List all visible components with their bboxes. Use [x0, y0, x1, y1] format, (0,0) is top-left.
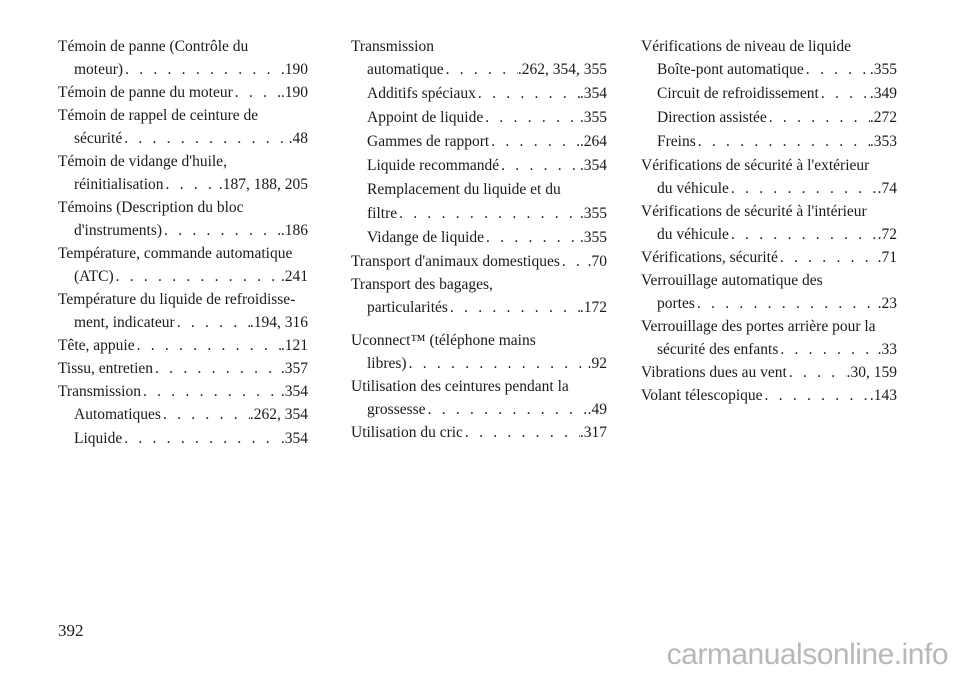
dot-leader [819, 82, 870, 106]
dot-leader [696, 130, 870, 154]
index-term: Température, commande automatique [58, 245, 293, 262]
index-subentry [641, 130, 897, 154]
index-entry [641, 177, 897, 200]
dot-leader [122, 127, 288, 150]
index-term: du véhicule [657, 226, 729, 243]
index-entry [58, 81, 308, 104]
index-term: Transmission [58, 383, 141, 400]
index-entry [351, 421, 607, 444]
page-reference: .354 [579, 157, 607, 174]
dot-leader [164, 173, 219, 196]
index-term: Vérifications de sécurité à l'intérieur [641, 203, 867, 220]
index-entry [351, 352, 607, 375]
index-term: Circuit de refroidissement [657, 85, 819, 102]
page-reference: .354 [280, 383, 308, 400]
dot-leader [444, 58, 518, 82]
index-term: Transport des bagages, [351, 276, 493, 293]
index-entry [58, 196, 308, 219]
page-reference: .71 [877, 249, 897, 266]
index-term: réinitialisation [74, 176, 164, 193]
index-subentry [351, 106, 607, 130]
index-term: Utilisation des ceintures pendant la [351, 378, 569, 395]
index-entry [641, 384, 897, 407]
index-entry [641, 338, 897, 361]
index-entry [351, 273, 607, 296]
index-term: portes [657, 295, 695, 312]
index-term: d'instruments) [74, 222, 163, 239]
index-term: Vérifications, sécurité [641, 249, 778, 266]
index-term: Liquide recommandé [367, 157, 500, 174]
index-subentry [351, 178, 607, 202]
index-term: grossesse [367, 401, 426, 418]
index-column-2 [351, 35, 607, 444]
index-term: sécurité des enfants [657, 341, 779, 358]
index-entry [58, 357, 308, 380]
index-term: Vibrations dues au vent [641, 364, 787, 381]
dot-leader [763, 384, 870, 407]
index-term: Additifs spéciaux [367, 85, 476, 102]
page-reference: .355 [869, 61, 897, 78]
page-reference: .194, 316 [249, 314, 308, 331]
index-entry [351, 375, 607, 398]
index-term: Volant télescopique [641, 387, 763, 404]
index-term: Uconnect™ (téléphone mains [351, 332, 536, 349]
index-entry [641, 361, 897, 384]
index-entry [641, 154, 897, 177]
page-reference: .92 [587, 355, 607, 372]
index-entry [58, 380, 308, 403]
index-term: Freins [657, 133, 696, 150]
dot-leader [426, 398, 588, 421]
index-term: Témoin de vidange d'huile, [58, 153, 227, 170]
page-reference: .354 [579, 85, 607, 102]
page-reference: .74 [877, 180, 897, 197]
index-subentry [58, 403, 308, 427]
index-entry [641, 246, 897, 269]
page-reference: .272 [869, 109, 897, 126]
index-term: Direction assistée [657, 109, 767, 126]
index-subentry [641, 106, 897, 130]
index-term: Utilisation du cric [351, 424, 463, 441]
page-reference: .72 [877, 226, 897, 243]
index-term: Verrouillage automatique des [641, 272, 823, 289]
index-term: Verrouillage des portes arrière pour la [641, 318, 876, 335]
dot-leader [122, 427, 281, 451]
page-reference: .264 [579, 133, 607, 150]
dot-leader [161, 403, 250, 427]
index-term: Témoins (Description du bloc [58, 199, 244, 216]
page-reference: .187, 188, 205 [218, 176, 308, 193]
index-entry [641, 315, 897, 338]
index-term: Témoin de rappel de ceinture de [58, 107, 259, 124]
index-entry [58, 150, 308, 173]
page-reference: .190 [280, 61, 308, 78]
index-term: Température du liquide de refroidisse- [58, 291, 296, 308]
dot-leader [175, 311, 250, 334]
index-term: libres) [367, 355, 407, 372]
index-subentry [351, 130, 607, 154]
index-term: moteur) [74, 61, 124, 78]
page-reference: .355 [579, 205, 607, 222]
index-entry [351, 329, 607, 352]
dot-leader [153, 357, 281, 380]
dot-leader [787, 361, 847, 384]
index-subentry [351, 154, 607, 178]
dot-leader [489, 130, 580, 154]
index-subentry [58, 427, 308, 451]
index-term: automatique [367, 61, 444, 78]
index-entry [641, 223, 897, 246]
index-term: particularités [367, 299, 448, 316]
index-entry [351, 35, 607, 58]
page-reference: .70 [587, 253, 607, 270]
index-term: Automatiques [74, 406, 161, 423]
dot-leader [162, 219, 281, 242]
page-reference: .143 [869, 387, 897, 404]
dot-leader [397, 202, 580, 226]
page-reference: .349 [869, 85, 897, 102]
page-reference: .172 [579, 299, 607, 316]
dot-leader [123, 58, 281, 81]
index-term: Vidange de liquide [367, 229, 485, 246]
index-entry [58, 127, 308, 150]
page-reference: .33 [877, 341, 897, 358]
index-column-1 [58, 35, 308, 451]
dot-leader [476, 82, 580, 106]
index-term: Transmission [351, 38, 434, 55]
dot-leader [778, 338, 877, 361]
index-term: Vérifications de sécurité à l'extérieur [641, 157, 870, 174]
page-reference: .121 [280, 337, 308, 354]
index-entry [641, 35, 897, 58]
index-entry [58, 334, 308, 357]
index-subentry [351, 58, 607, 82]
page-reference: .190 [280, 84, 308, 101]
index-subentry [641, 58, 897, 82]
dot-leader [141, 380, 281, 403]
dot-leader [484, 226, 580, 250]
index-entry [58, 265, 308, 288]
index-term: ment, indicateur [74, 314, 175, 331]
index-term: Remplacement du liquide et du [367, 181, 561, 198]
index-entry [58, 35, 308, 58]
dot-leader [463, 421, 580, 444]
dot-leader [560, 250, 588, 273]
index-subentry [641, 82, 897, 106]
index-entry [58, 58, 308, 81]
page-reference: .23 [877, 295, 897, 312]
page-reference: .354 [280, 430, 308, 447]
page-reference: .241 [280, 268, 308, 285]
watermark-logo: carmanualsonline.info [666, 638, 948, 671]
page-reference: .262, 354, 355 [517, 61, 607, 78]
dot-leader [407, 352, 588, 375]
page-reference: .353 [869, 133, 897, 150]
dot-leader [135, 334, 281, 357]
page-reference: .49 [587, 401, 607, 418]
index-term: Témoin de panne du moteur [58, 84, 233, 101]
index-subentry [351, 82, 607, 106]
index-term: sécurité [74, 130, 123, 147]
dot-leader [448, 296, 580, 319]
index-entry [641, 292, 897, 315]
dot-leader [729, 223, 878, 246]
index-term: du véhicule [657, 180, 729, 197]
page-reference: .186 [280, 222, 308, 239]
index-term: Liquide [74, 430, 123, 447]
index-spacer [351, 319, 607, 329]
dot-leader [233, 81, 281, 104]
index-term: Vérifications de niveau de liquide [641, 38, 852, 55]
index-term: (ATC) [74, 268, 114, 285]
index-term: Appoint de liquide [367, 109, 484, 126]
index-entry [58, 173, 308, 196]
index-entry [58, 219, 308, 242]
page-number: 392 [58, 621, 84, 640]
dot-leader [114, 265, 281, 288]
page-reference: .262, 354 [249, 406, 308, 423]
index-subentry [351, 202, 607, 226]
dot-leader [729, 177, 878, 200]
index-entry [58, 104, 308, 127]
index-term: Tissu, entretien [58, 360, 154, 377]
index-term: Transport d'animaux domestiques [351, 253, 560, 270]
page-reference: .355 [579, 109, 607, 126]
page-reference: .48 [288, 130, 308, 147]
index-entry [58, 311, 308, 334]
index-entry [351, 250, 607, 273]
dot-leader [499, 154, 580, 178]
index-term: Boîte-pont automatique [657, 61, 804, 78]
page-reference: .30, 159 [846, 364, 897, 381]
index-entry [351, 398, 607, 421]
page-reference: .317 [579, 424, 607, 441]
page-reference: .357 [280, 360, 308, 377]
index-subentry [351, 226, 607, 250]
index-entry [641, 269, 897, 292]
dot-leader [778, 246, 878, 269]
page-reference: .355 [579, 229, 607, 246]
dot-leader [483, 106, 580, 130]
index-term: Tête, appuie [58, 337, 135, 354]
index-column-3 [641, 35, 897, 407]
dot-leader [767, 106, 870, 130]
index-entry [58, 288, 308, 311]
dot-leader [804, 58, 870, 82]
index-entry [351, 296, 607, 319]
index-term: Témoin de panne (Contrôle du [58, 38, 249, 55]
index-term: Gammes de rapport [367, 133, 490, 150]
index-entry [641, 200, 897, 223]
dot-leader [695, 292, 878, 315]
index-term: filtre [367, 205, 398, 222]
index-entry [58, 242, 308, 265]
